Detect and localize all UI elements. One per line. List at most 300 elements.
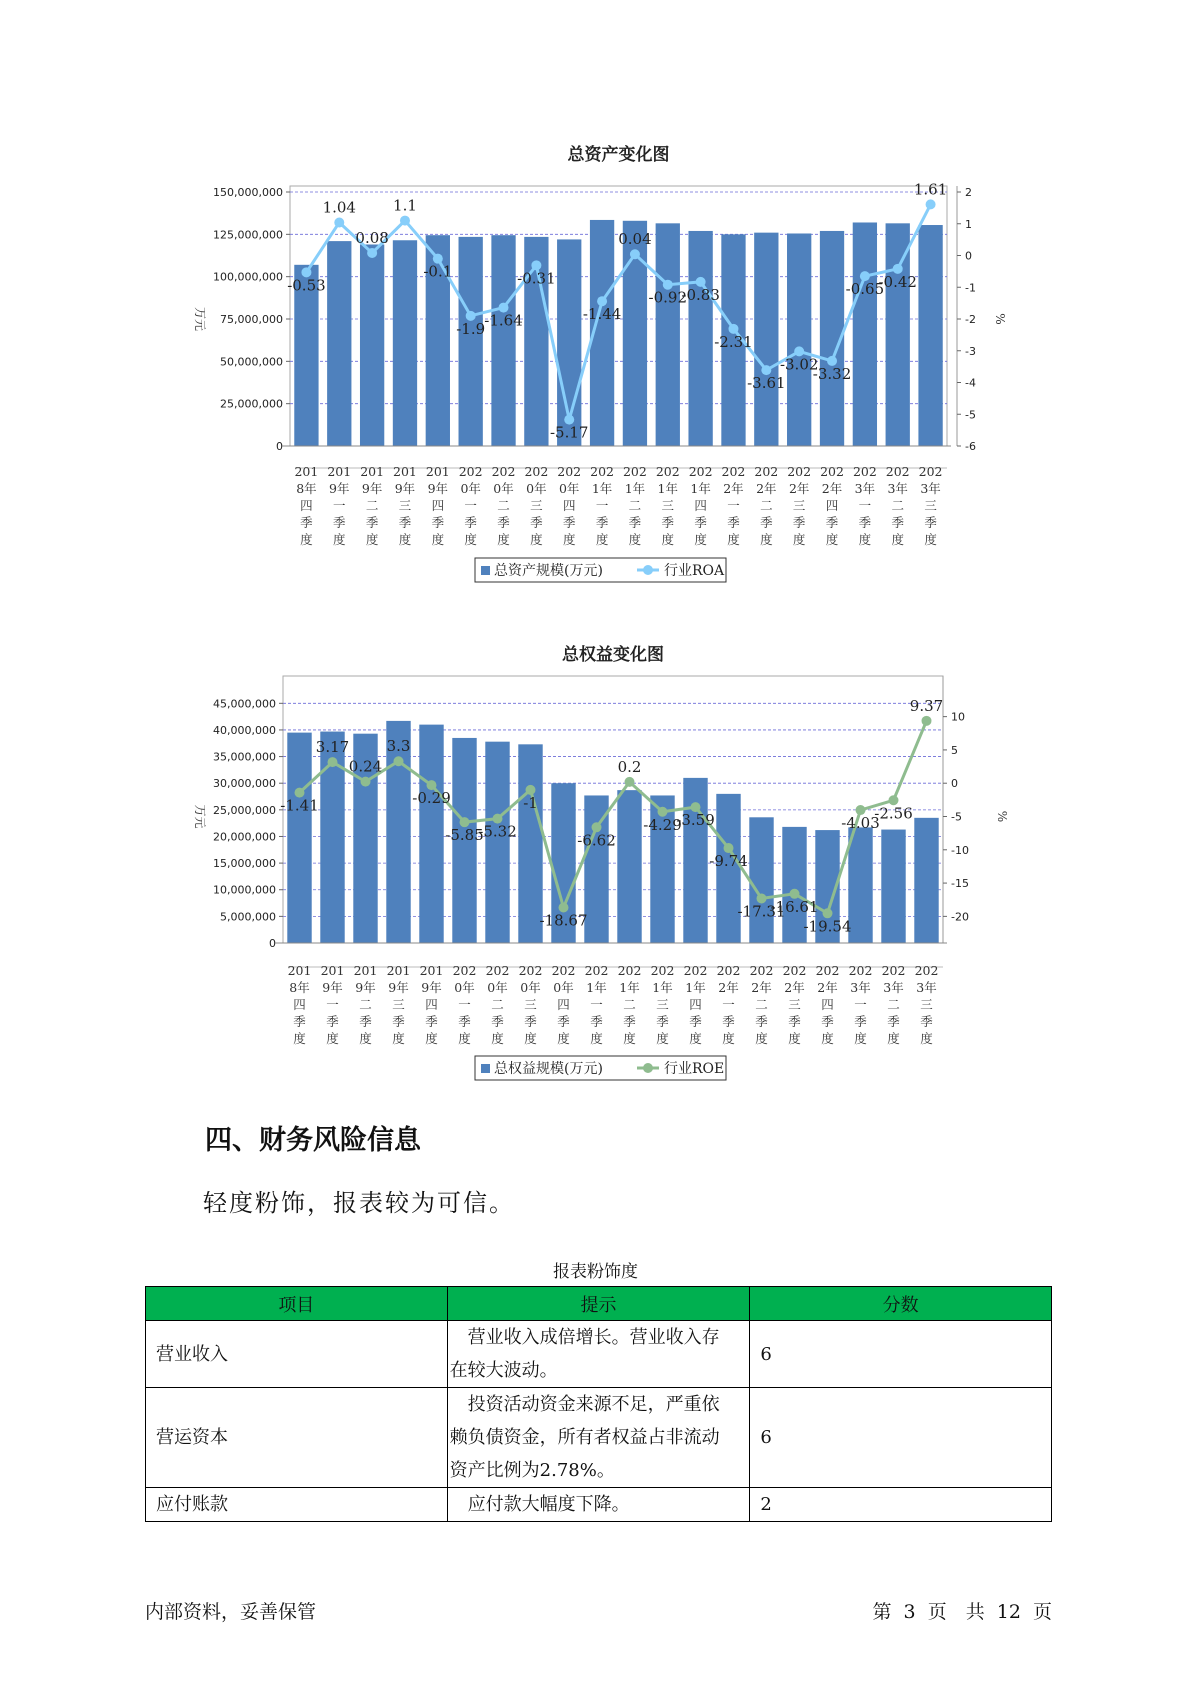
page-prefix: 第	[872, 1601, 892, 1623]
row-hint	[447, 1388, 750, 1488]
header-item: 项目	[146, 1287, 448, 1321]
data-label: -0.53	[287, 276, 326, 295]
page-current: 3	[903, 1601, 916, 1623]
row-score: 2	[750, 1488, 1052, 1522]
x-tick-label-line: 季	[792, 515, 806, 530]
x-tick-label-line: 二	[891, 498, 904, 513]
x-tick-label-line: 202	[655, 464, 680, 479]
row-hint	[447, 1321, 750, 1388]
x-tick-label-line: 二	[887, 997, 900, 1012]
x-tick-label-line: 1年	[591, 481, 613, 496]
x-tick-label-line: 1年	[690, 481, 711, 496]
x-tick-label-line: 度	[365, 532, 379, 547]
y2-tick-label: 5	[951, 743, 958, 757]
y2-tick-label: -10	[951, 843, 969, 857]
x-tick-label	[420, 963, 444, 1046]
x-tick-label-line: 季	[365, 515, 379, 530]
total-assets-chart	[0, 140, 1191, 600]
data-point	[328, 757, 338, 767]
x-tick-label-line: 3年	[850, 980, 871, 995]
data-label: -1.41	[280, 796, 319, 815]
chart-title: 总资产变化图	[567, 145, 670, 165]
x-tick-label-line: 202	[820, 464, 844, 479]
y2-tick-label: -5	[965, 408, 976, 422]
data-label: 1.61	[913, 180, 948, 199]
data-label: 9.37	[909, 696, 944, 715]
x-tick-label	[524, 464, 548, 547]
x-tick-label-line: 202	[914, 963, 939, 978]
x-tick-label-line: 度	[854, 1031, 867, 1046]
x-tick-label-line: 季	[497, 515, 510, 530]
x-tick-label	[853, 464, 877, 547]
y2-tick-label: -2	[965, 313, 976, 326]
data-label: -0.83	[681, 285, 720, 304]
y-tick-label: 5,000,000	[220, 910, 276, 924]
x-tick-label-line: 度	[425, 1031, 438, 1046]
data-label: -6.62	[577, 831, 616, 850]
footer-confidential: 内部资料，妥善保管	[145, 1601, 317, 1623]
x-tick-label-line: 一	[464, 498, 477, 513]
x-tick-label-line: 季	[821, 1014, 834, 1029]
x-tick-label-line: 1年	[652, 980, 673, 995]
hint-line: 应付款大幅度下降。	[449, 1494, 630, 1515]
legend-line-label: 行业ROE	[664, 1061, 725, 1077]
x-tick-label-line: 0年	[558, 481, 580, 496]
y2-tick-label: 2	[965, 186, 972, 199]
x-tick-label	[387, 963, 411, 1046]
data-label: -19.54	[803, 917, 852, 936]
data-label: 1.04	[322, 198, 356, 217]
x-tick-label-line: 季	[891, 515, 904, 530]
y2-tick-label: -6	[965, 440, 976, 453]
table-row	[146, 1388, 1052, 1488]
x-tick-label-line: 度	[524, 1031, 537, 1046]
x-tick-label	[689, 464, 713, 547]
x-tick-label	[787, 464, 811, 547]
x-tick-label-line: 一	[854, 997, 867, 1012]
x-tick-label-line: 四	[689, 997, 702, 1012]
x-tick-label-line: 0年	[487, 980, 508, 995]
row-score: 6	[750, 1321, 1052, 1388]
header-score: 分数	[750, 1287, 1052, 1321]
x-tick-label-line: 季	[300, 515, 313, 530]
x-tick-label-line: 度	[920, 1031, 933, 1046]
data-label: -5.17	[549, 423, 589, 442]
x-tick-label-line: 2年	[821, 481, 843, 496]
hint-line: 在较大波动。	[449, 1360, 558, 1381]
bar	[688, 231, 712, 446]
data-label: -0.29	[412, 789, 451, 808]
data-label: 0.24	[348, 757, 383, 776]
x-tick-label-line: 季	[491, 1014, 504, 1029]
y2-tick-label: -4	[965, 376, 976, 390]
x-tick-label-line: 202	[716, 963, 741, 978]
data-label: -9.74	[709, 852, 748, 871]
row-item: 营业收入	[146, 1321, 448, 1388]
bar	[393, 240, 417, 446]
x-tick-label-line: 度	[530, 532, 543, 547]
x-tick-label-line: 9年	[322, 980, 343, 995]
x-tick-label-line: 度	[858, 532, 872, 547]
x-tick-label-line: 202	[918, 464, 943, 479]
bar	[419, 725, 443, 943]
y2-tick-label: 0	[951, 777, 958, 791]
x-tick-label-line: 度	[755, 1031, 768, 1046]
x-tick-label-line: 季	[398, 515, 412, 530]
x-tick-label-line: 四	[694, 498, 707, 513]
legend-bar-swatch	[481, 1064, 490, 1073]
y2-tick-label: -3	[965, 344, 976, 358]
x-tick-label-line: 度	[694, 532, 707, 547]
x-tick-label-line: 201	[393, 464, 417, 479]
x-tick-label-line: 0年	[454, 980, 475, 995]
x-tick-label-line: 3年	[916, 980, 937, 995]
data-label: 0.08	[355, 228, 389, 247]
x-tick-label-line: 一	[595, 498, 609, 513]
bar	[360, 244, 384, 446]
x-tick-label-line: 201	[425, 464, 450, 479]
x-tick-label-line: 2年	[817, 980, 838, 995]
x-tick-label-line: 季	[458, 1014, 471, 1029]
x-tick-label-line: 季	[760, 515, 773, 530]
data-label: -1.9	[456, 319, 486, 338]
hint-line: 资产比例为2.78%。	[449, 1460, 615, 1481]
y-tick-label: 25,000,000	[213, 803, 276, 817]
table-caption: 报表粉饰度	[553, 1262, 638, 1282]
data-point	[926, 199, 936, 209]
x-tick-label-line: 季	[293, 1014, 306, 1029]
x-tick-label-line: 201	[320, 963, 345, 978]
x-tick-label	[783, 963, 807, 1046]
x-tick-label-line: 度	[431, 532, 445, 547]
x-tick-label	[849, 963, 873, 1046]
y-tick-label: 125,000,000	[213, 228, 283, 242]
x-tick-label-line: 202	[590, 464, 615, 479]
x-tick-label-line: 202	[551, 963, 576, 978]
x-tick-label-line: 三	[524, 997, 537, 1012]
data-label: 0.2	[617, 757, 642, 776]
legend-line-marker	[643, 1063, 653, 1073]
data-label: -18.67	[539, 911, 588, 930]
x-tick-label-line: 度	[464, 532, 477, 547]
x-tick-label-line: 三	[530, 498, 543, 513]
x-tick-label	[393, 464, 417, 547]
y2-tick-label: 0	[965, 249, 972, 263]
x-tick-label-line: 度	[300, 532, 313, 547]
x-tick-label-line: 一	[590, 997, 603, 1012]
y-tick-label: 0	[269, 937, 276, 950]
x-tick-label-line: 一	[722, 997, 735, 1012]
data-label: -4.03	[841, 814, 880, 833]
bar	[617, 790, 641, 943]
legend	[475, 1056, 726, 1080]
x-tick-label-line: 季	[858, 515, 872, 530]
x-tick-label-line: 季	[431, 515, 445, 530]
data-label: 3.17	[315, 738, 350, 757]
x-tick-label-line: 季	[557, 1014, 570, 1029]
x-tick-label-line: 季	[623, 1014, 636, 1029]
x-tick-label-line: 202	[885, 464, 910, 479]
x-tick-label-line: 1年	[619, 980, 640, 995]
x-tick-label-line: 度	[623, 1031, 636, 1046]
x-tick-label-line: 四	[431, 498, 445, 513]
x-tick-label-line: 202	[452, 963, 477, 978]
data-label: -1	[523, 793, 538, 812]
x-tick-label-line: 度	[924, 532, 937, 547]
x-tick-label-line: 度	[891, 532, 904, 547]
x-tick-label-line: 202	[721, 464, 746, 479]
hint-line: 营业收入成倍增长。营业收入存	[449, 1327, 720, 1348]
x-tick-label-line: 四	[293, 997, 306, 1012]
x-tick-label-line: 202	[557, 464, 582, 479]
x-tick-label-line: 1年	[586, 980, 607, 995]
x-tick-label-line: 度	[557, 1031, 570, 1046]
data-label: -16.61	[770, 897, 819, 916]
x-tick-label-line: 三	[924, 498, 937, 513]
x-tick-label-line: 季	[727, 515, 740, 530]
hint-line: 赖负债资金，所有者权益占非流动	[449, 1427, 720, 1448]
data-point	[625, 777, 635, 787]
y2-tick-label: -5	[951, 810, 962, 824]
row-item: 营运资本	[146, 1388, 448, 1488]
x-tick-label-line: 度	[792, 532, 806, 547]
x-tick-label	[426, 464, 450, 547]
x-tick-label-line: 201	[294, 464, 319, 479]
bar	[881, 830, 905, 943]
x-tick-label-line: 3年	[887, 481, 908, 496]
x-tick-label-line: 1年	[657, 481, 679, 496]
header-hint: 提示	[447, 1287, 750, 1321]
bar	[886, 223, 910, 446]
bar	[754, 233, 778, 446]
bar	[848, 827, 872, 943]
x-tick-label-line: 度	[727, 532, 740, 547]
data-label: -3.59	[676, 811, 715, 830]
x-tick-label-line: 202	[584, 963, 609, 978]
x-tick-label	[684, 963, 708, 1046]
x-tick-label-line: 季	[326, 1014, 339, 1029]
x-tick-label	[360, 464, 384, 547]
x-tick-label-line: 202	[524, 464, 549, 479]
x-tick-label-line: 9年	[361, 481, 383, 496]
legend-bar-swatch	[481, 566, 490, 575]
data-label: -0.92	[648, 288, 688, 307]
x-tick-label-line: 1年	[624, 481, 646, 496]
data-label: -2.31	[714, 332, 753, 351]
x-tick-label-line: 度	[333, 532, 346, 547]
x-tick-label-line: 202	[782, 963, 807, 978]
x-tick-label-line: 度	[821, 1031, 834, 1046]
table-row	[146, 1321, 1052, 1388]
x-tick-label-line: 201	[327, 464, 352, 479]
x-tick-label-line: 度	[392, 1031, 405, 1046]
x-tick-label-line: 202	[617, 963, 642, 978]
x-tick-label	[915, 963, 939, 1046]
data-label: -5.32	[478, 822, 517, 841]
x-tick-label-line: 202	[881, 963, 906, 978]
x-tick-label-line: 四	[562, 498, 576, 513]
y2-tick-label: -20	[951, 910, 969, 924]
x-tick-label-line: 季	[359, 1014, 372, 1029]
y-tick-label: 0	[276, 440, 283, 453]
bar	[491, 235, 515, 446]
y-tick-label: 150,000,000	[213, 186, 283, 199]
x-tick-label-line: 度	[722, 1031, 735, 1046]
x-tick-label-line: 9年	[394, 481, 416, 496]
risk-summary: 轻度粉饰，报表较为可信。	[203, 1189, 515, 1217]
bar	[485, 742, 509, 943]
x-tick-label-line: 四	[557, 997, 570, 1012]
x-tick-label-line: 9年	[421, 980, 442, 995]
data-label: -1.64	[484, 311, 523, 330]
y-tick-label: 35,000,000	[213, 750, 276, 764]
x-tick-label-line: 三	[656, 997, 669, 1012]
x-tick-label-line: 季	[595, 515, 609, 530]
x-tick-label-line: 度	[689, 1031, 702, 1046]
bar	[853, 222, 877, 446]
x-tick-label-line: 季	[530, 515, 543, 530]
x-tick-label-line: 度	[825, 532, 839, 547]
x-tick-label	[590, 464, 614, 547]
y-tick-label: 10,000,000	[213, 883, 276, 897]
y-tick-label: 50,000,000	[220, 355, 283, 369]
data-label: -2.56	[874, 804, 913, 823]
x-tick-label-line: 季	[689, 1014, 702, 1029]
legend	[475, 558, 726, 582]
x-tick-label-line: 三	[398, 498, 412, 513]
x-tick-label-line: 202	[485, 963, 510, 978]
x-tick-label-line: 9年	[355, 980, 376, 995]
x-tick-label-line: 0年	[526, 481, 547, 496]
data-label: -1.44	[582, 305, 622, 324]
x-tick-label	[453, 963, 477, 1046]
data-point	[334, 217, 344, 227]
y2-axis-label: %	[993, 313, 1007, 325]
data-point	[367, 248, 377, 258]
x-tick-label-line: 202	[815, 963, 840, 978]
x-tick-label-line: 度	[661, 532, 675, 547]
x-tick-label	[294, 464, 318, 547]
data-label: -0.31	[517, 269, 556, 288]
x-tick-label	[288, 963, 312, 1046]
x-tick-label-line: 2年	[718, 980, 739, 995]
x-tick-label-line: 一	[333, 498, 346, 513]
data-label: -0.65	[845, 280, 885, 299]
x-tick-label-line: 四	[825, 498, 839, 513]
x-tick-label-line: 季	[656, 1014, 669, 1029]
x-tick-label-line: 季	[590, 1014, 603, 1029]
data-point	[394, 756, 404, 766]
row-score: 6	[750, 1388, 1052, 1488]
x-tick-label	[882, 963, 906, 1046]
x-tick-label-line: 度	[398, 532, 412, 547]
x-tick-label-line: 2年	[756, 481, 777, 496]
x-tick-label-line: 季	[854, 1014, 867, 1029]
whitewash-table	[145, 1286, 1052, 1522]
x-tick-label-line: 四	[821, 997, 834, 1012]
x-tick-label-line: 度	[562, 532, 576, 547]
x-tick-label-line: 度	[656, 1031, 669, 1046]
x-tick-label-line: 0年	[460, 481, 481, 496]
bar	[656, 223, 680, 446]
x-tick-label-line: 2年	[788, 481, 810, 496]
x-tick-label-line: 201	[360, 464, 385, 479]
x-tick-label	[354, 963, 378, 1046]
hint-line: 投资活动资金来源不足，严重依	[449, 1394, 720, 1415]
legend-bar-label: 总权益规模(万元)	[494, 1061, 603, 1077]
x-tick-label-line: 二	[760, 498, 773, 513]
x-tick-label-line: 202	[688, 464, 713, 479]
x-tick-label-line: 季	[722, 1014, 735, 1029]
x-tick-label-line: 季	[333, 515, 346, 530]
x-tick-label-line: 201	[353, 963, 378, 978]
x-tick-label	[717, 963, 741, 1046]
x-tick-label-line: 季	[825, 515, 839, 530]
x-tick-label	[557, 464, 581, 547]
chart-title: 总权益变化图	[562, 645, 664, 665]
table-row	[146, 1488, 1052, 1522]
x-tick-label-line: 202	[683, 963, 708, 978]
x-tick-label-line: 季	[887, 1014, 900, 1029]
x-tick-label-line: 度	[359, 1031, 372, 1046]
y-tick-label: 25,000,000	[220, 397, 283, 411]
x-tick-label-line: 二	[623, 997, 636, 1012]
x-tick-label-line: 201	[419, 963, 444, 978]
x-tick-label-line: 8年	[289, 980, 310, 995]
x-tick-label	[459, 464, 483, 547]
x-tick-label-line: 202	[650, 963, 675, 978]
table-header-row	[146, 1287, 1052, 1321]
x-tick-label	[816, 963, 840, 1046]
x-tick-label-line: 2年	[751, 980, 772, 995]
x-tick-label-line: 202	[787, 464, 812, 479]
y-tick-label: 30,000,000	[213, 777, 276, 791]
x-tick-label	[519, 963, 543, 1046]
x-tick-label	[585, 963, 609, 1046]
section-title: 四、财务风险信息	[205, 1125, 421, 1156]
x-tick-label	[750, 963, 774, 1046]
x-tick-label-line: 度	[458, 1031, 471, 1046]
x-tick-label	[618, 963, 642, 1046]
x-tick-label-line: 2年	[784, 980, 805, 995]
x-tick-label-line: 度	[326, 1031, 339, 1046]
x-tick-label-line: 201	[287, 963, 312, 978]
x-tick-label-line: 季	[920, 1014, 933, 1029]
x-tick-label	[754, 464, 778, 547]
x-tick-label-line: 三	[920, 997, 933, 1012]
x-tick-label-line: 三	[792, 498, 806, 513]
x-tick-label-line: 202	[458, 464, 483, 479]
x-tick-label-line: 度	[887, 1031, 900, 1046]
x-tick-label-line: 202	[749, 963, 774, 978]
y2-tick-label: -15	[951, 877, 969, 891]
page-total: 12	[996, 1601, 1021, 1623]
x-tick-label-line: 202	[622, 464, 647, 479]
x-tick-label-line: 201	[386, 963, 411, 978]
data-label: -3.02	[779, 355, 819, 374]
x-tick-label-line: 9年	[388, 980, 409, 995]
data-label: 1.1	[393, 196, 417, 215]
data-label: 0.04	[618, 230, 652, 249]
y2-tick-label: 1	[965, 217, 972, 231]
page-suffix: 页	[1032, 1601, 1052, 1623]
x-tick-label	[919, 464, 943, 547]
x-tick-label-line: 度	[293, 1031, 306, 1046]
x-tick-label-line: 三	[661, 498, 675, 513]
bar	[287, 733, 311, 943]
data-label: -3.32	[812, 364, 852, 383]
x-tick-label-line: 一	[326, 997, 339, 1012]
